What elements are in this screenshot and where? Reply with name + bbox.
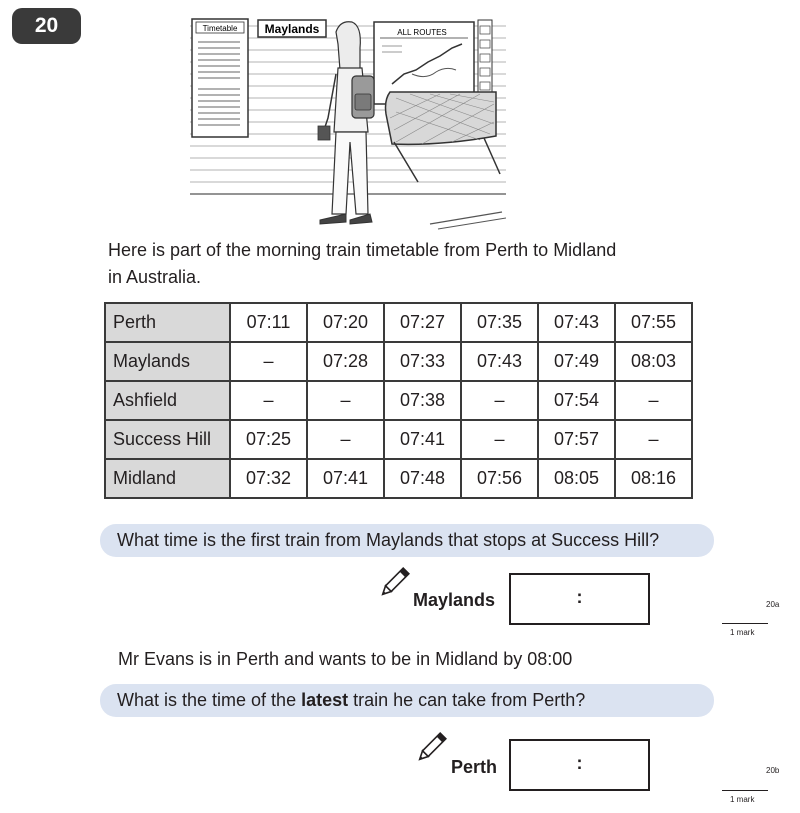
time-cell: 07:32 [230, 459, 307, 498]
time-cell: 07:11 [230, 303, 307, 342]
question-b-prompt [100, 684, 714, 717]
mark-line-b [722, 790, 768, 791]
time-cell: – [307, 381, 384, 420]
answer-b-separator: : [576, 753, 583, 773]
time-cell: – [461, 381, 538, 420]
answer-b-box[interactable] [509, 739, 650, 791]
time-cell: 07:20 [307, 303, 384, 342]
time-cell: – [615, 420, 692, 459]
time-cell: 08:05 [538, 459, 615, 498]
answer-a-separator: : [576, 587, 583, 607]
time-cell: 07:28 [307, 342, 384, 381]
timetable-row-perth [105, 303, 692, 342]
time-cell: 07:27 [384, 303, 461, 342]
time-cell: 07:56 [461, 459, 538, 498]
intro-line-2: in Australia. [108, 267, 202, 287]
intro-text [108, 237, 708, 291]
scenario-statement: Mr Evans is in Perth and wants to be in Midland by 08:00 [118, 649, 573, 669]
mark-line-a [722, 623, 768, 624]
station-name: Success Hill [105, 420, 230, 459]
time-cell: – [615, 381, 692, 420]
time-cell: 07:33 [384, 342, 461, 381]
question-number-badge: 20 [12, 8, 81, 44]
time-cell: 07:55 [615, 303, 692, 342]
mark-code-b: 20b [766, 766, 780, 775]
answer-a-box[interactable] [509, 573, 650, 625]
question-b-text-before: What is the time of the [117, 690, 302, 710]
question-b-text-bold: latest [301, 690, 349, 710]
time-cell: 07:49 [538, 342, 615, 381]
station-name: Ashfield [105, 381, 230, 420]
question-b-text-after: train he can take from Perth? [348, 690, 586, 710]
intro-line-1: Here is part of the morning train timetable from Perth to Midland [108, 240, 617, 260]
pencil-icon [413, 730, 449, 766]
station-name: Perth [105, 303, 230, 342]
answer-b-label: Perth [451, 757, 498, 777]
time-cell: – [461, 420, 538, 459]
sign-timetable: Timetable [202, 24, 238, 33]
mark-text-a: 1 mark [730, 628, 755, 637]
time-cell: 07:25 [230, 420, 307, 459]
timetable-row-ashfield [105, 381, 692, 420]
timetable-row-success-hill [105, 420, 692, 459]
time-cell: 07:43 [538, 303, 615, 342]
sign-station-name: Maylands [264, 22, 320, 36]
time-cell: 07:43 [461, 342, 538, 381]
timetable-row-midland [105, 459, 692, 498]
answer-a-label: Maylands [413, 590, 496, 610]
timetable-row-maylands [105, 342, 692, 381]
mark-text-b: 1 mark [730, 795, 755, 804]
question-a-prompt [100, 524, 714, 557]
time-cell: 07:41 [307, 459, 384, 498]
time-cell: – [307, 420, 384, 459]
pencil-icon [376, 565, 412, 601]
time-cell: 07:35 [461, 303, 538, 342]
sign-all-routes: ALL ROUTES [397, 28, 447, 37]
time-cell: 07:57 [538, 420, 615, 459]
time-cell: 07:41 [384, 420, 461, 459]
time-cell: 07:54 [538, 381, 615, 420]
time-cell: – [230, 381, 307, 420]
mark-code-a: 20a [766, 600, 780, 609]
station-name: Midland [105, 459, 230, 498]
station-illustration [190, 14, 506, 232]
time-cell: 07:48 [384, 459, 461, 498]
time-cell: – [230, 342, 307, 381]
question-a-text: What time is the first train from Maylands that stops at Success Hill? [117, 530, 660, 550]
train-timetable [104, 302, 693, 499]
time-cell: 08:03 [615, 342, 692, 381]
time-cell: 08:16 [615, 459, 692, 498]
time-cell: 07:38 [384, 381, 461, 420]
station-name: Maylands [105, 342, 230, 381]
